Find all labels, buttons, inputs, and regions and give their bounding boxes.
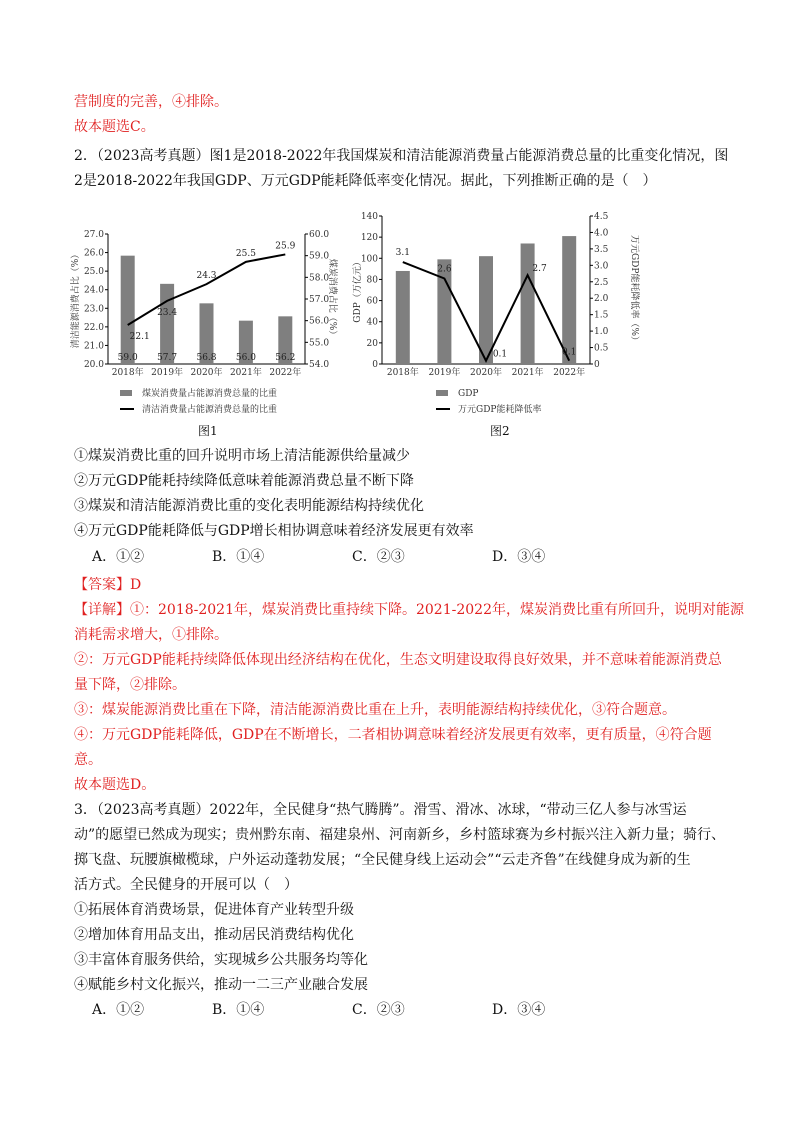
q2-detail-line-4: 量下降，②排除。: [74, 677, 186, 693]
left-tick-label: 40: [366, 317, 378, 328]
legend-bar-label: GDP: [458, 389, 479, 399]
chart2-caption: 图2: [490, 424, 510, 438]
legend-bar-swatch: [120, 390, 132, 396]
x-tick-label: 2019年: [428, 368, 461, 378]
right-tick-label: 56.0: [309, 316, 330, 327]
x-tick-label: 2020年: [470, 368, 502, 378]
legend-line-label: 万元GDP能耗降低率: [458, 405, 542, 415]
bar: [121, 256, 135, 364]
x-tick-label: 2022年: [269, 368, 302, 378]
q2-option-d: D．③④: [492, 549, 546, 565]
bar-value-label: 56.8: [196, 353, 217, 363]
x-tick-label: 2022年: [553, 368, 586, 378]
legend-bar-swatch: [436, 390, 448, 396]
q2-option-c: C．②③: [352, 549, 405, 565]
right-tick-label: 60.0: [309, 230, 330, 240]
q3-option-d: D．③④: [492, 1002, 546, 1018]
q3-option-b: B．①④: [212, 1002, 265, 1018]
right-tick-label: 55.0: [309, 338, 330, 349]
line-value-label: 24.3: [196, 271, 217, 282]
line-value-label: 25.9: [275, 241, 296, 252]
q2-detail-line-7: 意。: [74, 752, 102, 768]
right-tick-label: 1.5: [594, 310, 609, 321]
q3-option-a: A．①②: [92, 1002, 145, 1018]
q2-detail-line-1: 【详解】①：2018-2021年，煤炭消费比重持续下降。2021-2022年，煤炭消费比重有所回升，说明对能源: [74, 602, 744, 618]
y-left-axis-title: GDP（万亿元）: [353, 257, 363, 323]
q2-statement-4: ④万元GDP能耗降低与GDP增长相协调意味着经济发展更有效率: [74, 523, 474, 539]
left-tick-label: 24.0: [83, 285, 104, 296]
q3-statement-3: ③丰富体育服务供给，实现城乡公共服务均等化: [74, 952, 368, 968]
prev-conclusion: 故本题选C。: [74, 119, 155, 135]
q2-conclusion: 故本题选D。: [74, 777, 156, 793]
q2-statement-1: ①煤炭消费比重的回升说明市场上清洁能源供给量减少: [74, 448, 410, 464]
left-tick-label: 20: [366, 338, 378, 349]
right-tick-label: 59.0: [309, 251, 330, 262]
right-tick-label: 1.0: [594, 327, 609, 338]
left-tick-label: 60: [366, 296, 378, 307]
line-value-label: 3.1: [395, 248, 410, 259]
line-value-label: 23.4: [157, 307, 178, 318]
bar: [437, 259, 451, 364]
x-tick-label: 2021年: [229, 368, 262, 378]
bar-value-label: 57.7: [157, 353, 178, 363]
line-value-label: 22.1: [129, 332, 150, 342]
line-value-label: 2.7: [532, 264, 547, 275]
line-value-label: 2.6: [437, 264, 452, 275]
bar-value-label: 56.0: [235, 353, 256, 363]
right-tick-label: 0: [594, 360, 600, 370]
q2-answer: 【答案】D: [74, 577, 142, 593]
q3-stem-line-2: 动”的愿望已然成为现实；贵州黔东南、福建泉州、河南新乡，乡村篮球赛为乡村振兴注入新力量；骑行、: [74, 827, 726, 843]
x-tick-label: 2021年: [511, 368, 544, 378]
right-tick-label: 2.0: [594, 294, 609, 305]
q3-statement-4: ④赋能乡村文化振兴，推动一二三产业融合发展: [74, 977, 368, 993]
right-tick-label: 4.0: [594, 228, 609, 239]
chart1-legend: [120, 387, 277, 415]
bar: [160, 284, 174, 364]
left-tick-label: 20.0: [83, 360, 104, 370]
left-tick-label: 0: [372, 360, 378, 370]
x-tick-label: 2018年: [111, 368, 144, 378]
right-tick-label: 2.5: [594, 277, 609, 288]
x-tick-label: 2018年: [386, 368, 419, 378]
chart-figure-2: [352, 196, 642, 418]
left-tick-label: 27.0: [83, 230, 104, 240]
left-tick-label: 26.0: [83, 248, 104, 259]
y-right-axis-title: 万元GDP能耗降低率（%）: [629, 234, 639, 346]
right-tick-label: 54.0: [309, 360, 330, 370]
line-value-label: 0.1: [492, 349, 508, 360]
left-tick-label: 25.0: [83, 267, 104, 278]
right-tick-label: 57.0: [309, 295, 330, 305]
left-tick-label: 21.0: [83, 341, 104, 352]
y-left-axis-title: 清洁能源消费占比（%）: [71, 249, 81, 349]
right-tick-label: 58.0: [309, 273, 330, 284]
prev-question-tail: 营制度的完善，④排除。: [74, 94, 228, 110]
q2-detail-line-6: ④：万元GDP能耗降低，GDP在不断增长，二者相协调意味着经济发展更有效率，更有质量，④符合题: [74, 727, 712, 743]
left-tick-label: 100: [360, 254, 378, 265]
chart2-bars: [396, 236, 576, 364]
q2-detail-line-3: ②：万元GDP能耗持续降低体现出经济结构在优化，生态文明建设取得良好效果，并不意味着能源消费总: [74, 652, 722, 668]
q3-stem-line-3: 掷飞盘、玩腰旗橄榄球，户外运动蓬勃发展；“全民健身线上运动会”“云走齐鲁”在线健身成为新的生: [74, 852, 691, 868]
right-tick-label: 3.0: [594, 261, 609, 272]
q3-stem-line-1: 3．（2023高考真题）2022年，全民健身“热气腾腾”。滑雪、滑冰、冰球，“带动三亿人参与冰雪运: [74, 802, 687, 818]
q2-stem-line-2: 2是2018-2022年我国GDP、万元GDP能耗降低率变化情况。据此，下列推断正确的是（ ）: [74, 173, 657, 189]
x-tick-label: 2020年: [190, 368, 223, 378]
q2-detail-line-2: 消耗需求增大，①排除。: [74, 627, 228, 643]
bar: [521, 243, 535, 364]
bar: [396, 271, 410, 364]
x-tick-label: 2019年: [151, 368, 184, 378]
q2-option-b: B．①④: [212, 549, 265, 565]
q3-stem-line-4: 活方式。全民健身的开展可以（ ）: [74, 877, 298, 893]
line-value-label: 25.5: [235, 248, 256, 259]
q3-statement-2: ②增加体育用品支出，推动居民消费结构优化: [74, 927, 354, 943]
left-tick-label: 120: [360, 233, 378, 244]
q3-option-c: C．②③: [352, 1002, 405, 1018]
bar-value-label: 56.2: [275, 353, 296, 363]
bar-value-label: 59.0: [117, 353, 138, 363]
q2-statement-3: ③煤炭和清洁能源消费比重的变化表明能源结构持续优化: [74, 498, 424, 514]
chart1-caption: 图1: [198, 424, 218, 438]
right-tick-label: 4.5: [594, 212, 609, 222]
right-tick-label: 0.5: [594, 343, 609, 354]
q2-detail-line-5: ③：煤炭能源消费比重在下降，清洁能源消费比重在上升，表明能源结构持续优化，③符合题意。: [74, 702, 676, 718]
left-tick-label: 140: [360, 212, 378, 222]
left-tick-label: 80: [366, 275, 378, 286]
left-tick-label: 23.0: [83, 304, 104, 315]
chart2-legend: [436, 389, 541, 415]
q2-stem-line-1: 2．（2023高考真题）图1是2018-2022年我国煤炭和清洁能源消费量占能源消费总量的比重变化情况，图: [74, 148, 729, 164]
bar: [479, 256, 493, 364]
q2-option-a: A．①②: [92, 549, 145, 565]
line-value-label: 0.1: [562, 347, 577, 358]
q2-options: [92, 547, 552, 567]
legend-bar-label: 煤炭消费量占能源消费总量的比重: [142, 389, 278, 399]
y-right-axis-title: 煤炭消费占比（%）: [327, 258, 337, 340]
left-tick-label: 22.0: [83, 322, 104, 333]
bar: [562, 236, 576, 364]
q3-options: [92, 1000, 552, 1020]
chart-figure-1: [70, 196, 340, 418]
legend-line-label: 清洁消费量占能源消费总量的比重: [142, 405, 278, 415]
right-tick-label: 3.5: [594, 244, 609, 255]
q3-statement-1: ①拓展体育消费场景，促进体育产业转型升级: [74, 902, 354, 918]
q2-statement-2: ②万元GDP能耗持续降低意味着能源消费总量不断下降: [74, 473, 414, 489]
